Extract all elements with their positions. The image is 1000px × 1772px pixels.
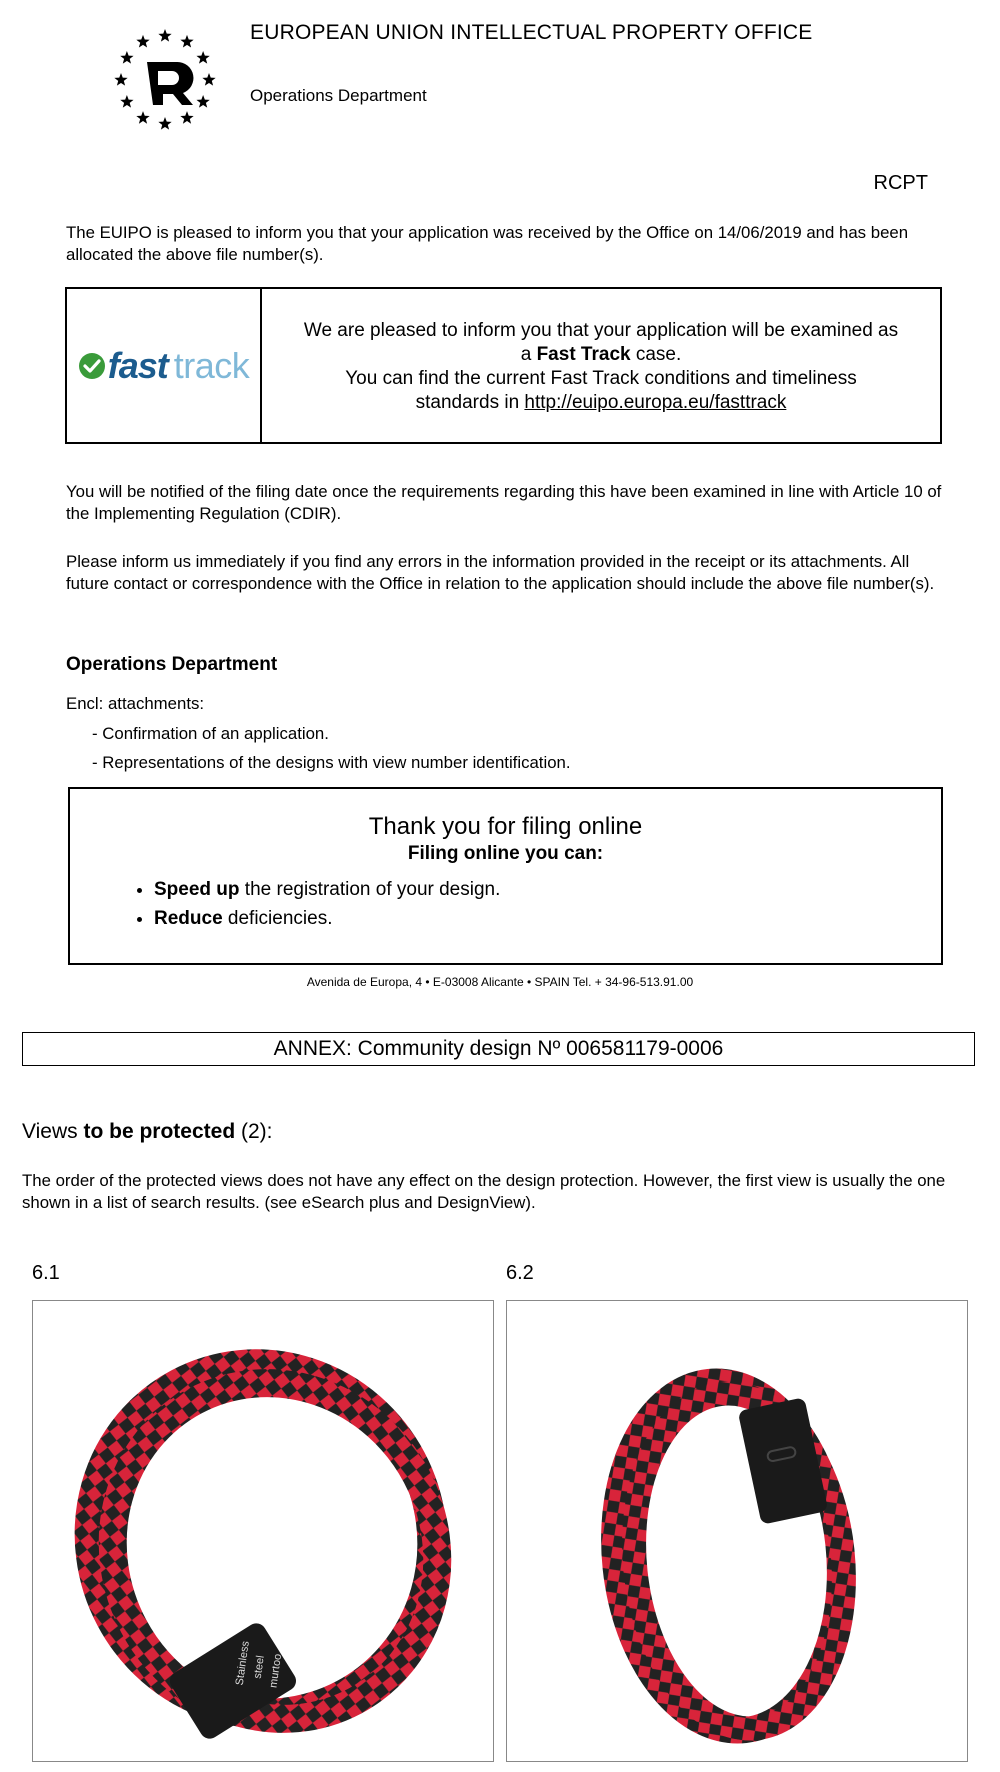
list-item bbox=[154, 904, 500, 933]
fast-track-line-3: You can find the current Fast Track conditions and timeliness bbox=[345, 368, 857, 389]
benefit-bold: Reduce bbox=[154, 908, 223, 929]
views-heading-post: (2): bbox=[235, 1120, 273, 1143]
fast-track-line-1: We are pleased to inform you that your application will be examined as bbox=[303, 320, 899, 341]
fast-track-bold: Fast Track bbox=[536, 344, 631, 365]
signature-heading: Operations Department bbox=[66, 654, 278, 675]
fast-track-logo-fast: fast bbox=[107, 344, 168, 386]
views-heading-pre: Views bbox=[22, 1120, 84, 1143]
fast-track-logo-track: track bbox=[173, 344, 250, 386]
benefit-rest: the registration of your design. bbox=[239, 879, 501, 900]
thank-you-box bbox=[68, 787, 943, 965]
fast-track-line-2 bbox=[262, 343, 940, 367]
benefits-list bbox=[142, 875, 500, 933]
fast-track-link[interactable]: http://euipo.europa.eu/fasttrack bbox=[524, 392, 787, 413]
star-icon bbox=[120, 51, 133, 64]
star-icon bbox=[158, 29, 171, 42]
thank-you-subtitle: Filing online you can: bbox=[407, 843, 604, 864]
view-label-6-1: 6.1 bbox=[32, 1262, 60, 1284]
benefit-bold: Speed up bbox=[154, 879, 240, 900]
star-icon bbox=[114, 73, 127, 86]
fast-track-line-4-pre: standards in bbox=[415, 392, 525, 413]
fast-track-line-2-post: case. bbox=[630, 344, 682, 365]
document-code: RCPT bbox=[873, 172, 928, 194]
design-view-6-2 bbox=[506, 1300, 968, 1762]
thank-you-title: Thank you for filing online bbox=[368, 813, 643, 840]
fast-track-logo bbox=[67, 289, 262, 442]
engraving-line: murtoo bbox=[267, 1653, 285, 1689]
euipo-logo bbox=[112, 28, 218, 132]
fast-track-line-2-pre: a bbox=[520, 344, 537, 365]
enclosure-item: - Representations of the designs with view number identification. bbox=[92, 753, 571, 772]
star-icon bbox=[120, 95, 133, 108]
engraving-line: steel bbox=[251, 1654, 267, 1680]
euipo-stars-r-logo-icon bbox=[112, 28, 218, 132]
fast-track-box bbox=[65, 287, 942, 444]
star-icon bbox=[202, 73, 215, 86]
design-view-6-1 bbox=[32, 1300, 494, 1762]
star-icon bbox=[196, 51, 209, 64]
engraving-line: Stainless bbox=[233, 1640, 252, 1687]
views-note: The order of the protected views does not have any effect on the design protection. However, the first view is usually the one shown in a list of search results. (see eSearch plus and DesignView). bbox=[22, 1171, 946, 1212]
enclosures-label: Encl: attachments: bbox=[66, 694, 205, 713]
office-department: Operations Department bbox=[250, 86, 427, 105]
fast-track-message bbox=[262, 289, 940, 442]
star-icon bbox=[196, 95, 209, 108]
annex-title: ANNEX: Community design Nº 006581179-0006 bbox=[22, 1032, 975, 1066]
bracelet-image-2 bbox=[507, 1301, 967, 1761]
views-heading-bold: to be protected bbox=[83, 1120, 236, 1143]
intro-paragraph: The EUIPO is pleased to inform you that your application was received by the Office on 14/06/2019 and has been allocated the above file number(s). bbox=[66, 223, 909, 264]
benefit-rest: deficiencies. bbox=[222, 908, 333, 929]
notice-filing-date: You will be notified of the filing date once the requirements regarding this have been examined in line with Article 10 of the Implementing Regulation (CDIR). bbox=[66, 482, 942, 523]
check-circle-icon bbox=[78, 352, 106, 380]
views-heading bbox=[22, 1120, 273, 1144]
list-item bbox=[154, 875, 500, 904]
star-icon bbox=[158, 117, 171, 130]
star-icon bbox=[136, 35, 149, 48]
enclosure-item: - Confirmation of an application. bbox=[92, 724, 329, 743]
office-address: Avenida de Europa, 4 • E-03008 Alicante • SPAIN Tel. + 34-96-513.91.00 bbox=[306, 975, 694, 989]
office-title: EUROPEAN UNION INTELLECTUAL PROPERTY OFFICE bbox=[250, 21, 813, 44]
star-icon bbox=[180, 35, 193, 48]
view-label-6-2: 6.2 bbox=[506, 1262, 534, 1284]
bracelet-image-1 bbox=[33, 1301, 493, 1761]
fast-track-line-4 bbox=[262, 391, 940, 415]
star-icon bbox=[180, 111, 193, 124]
notice-errors: Please inform us immediately if you find any errors in the information provided in the receipt or its attachments. All future contact or correspondence with the Office in relation to the application should include the above file number(s). bbox=[66, 552, 935, 593]
star-icon bbox=[136, 111, 149, 124]
